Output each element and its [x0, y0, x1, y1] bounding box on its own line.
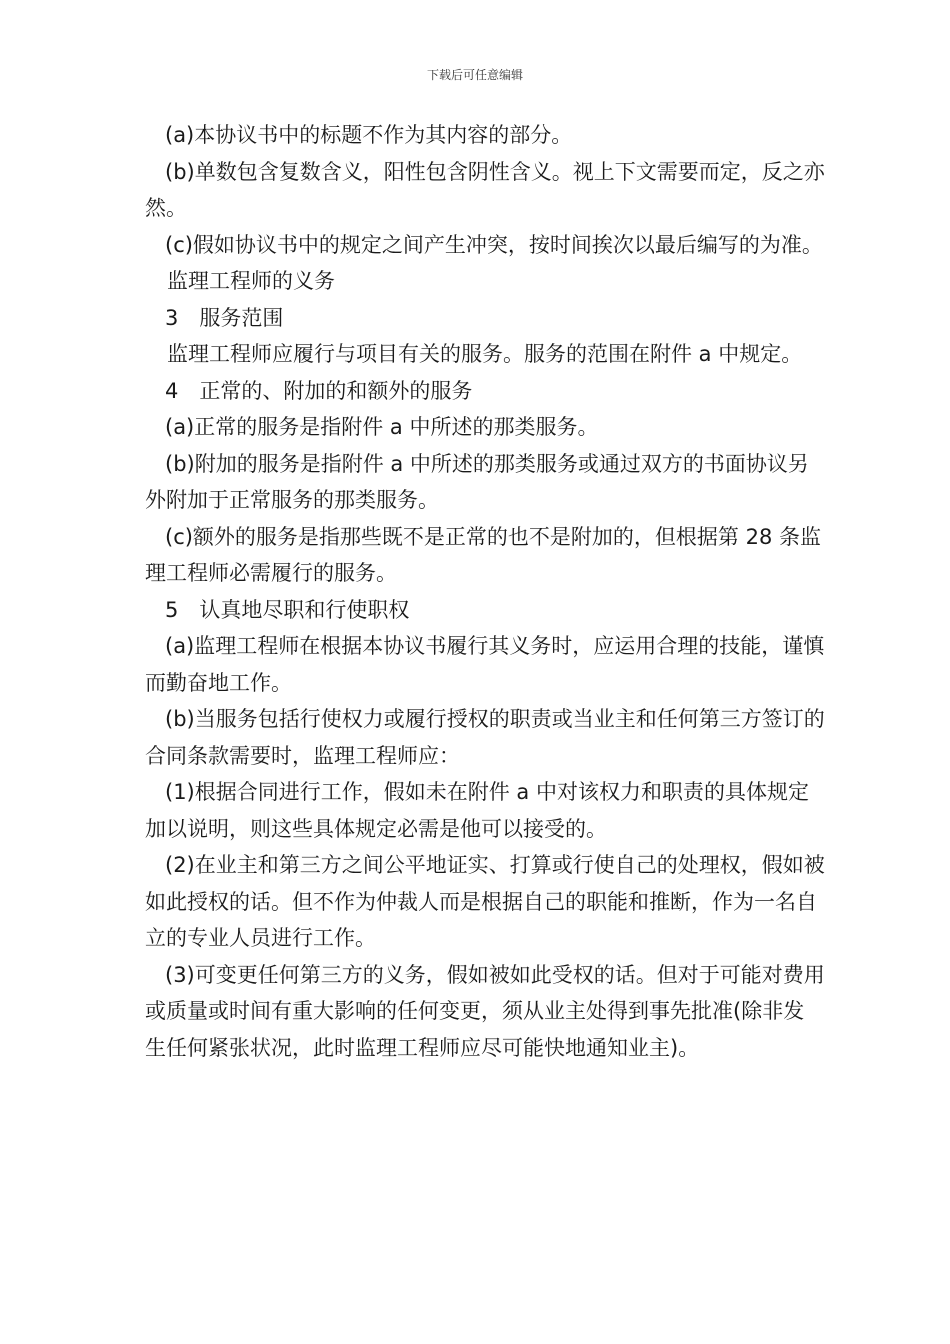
section-3-body: 监理工程师应履行与项目有关的服务。服务的范围在附件 a 中规定。 — [167, 342, 803, 366]
section-5-clause-b: (b)当服务包括行使权力或履行授权的职责或当业主和任何第三方签订的合同条款需要时，监理工程师应： — [145, 707, 825, 768]
document-body — [145, 117, 825, 1066]
section-heading-engineer-duties: 监理工程师的义务 — [167, 269, 335, 293]
section-5-heading: 5 认真地尽职和行使职权 — [165, 597, 410, 622]
section-4-clause-b: (b)附加的服务是指附件 a 中所述的那类服务或通过双方的书面协议另外附加于正常服务的那类服务。 — [145, 451, 809, 512]
section-4-clause-a: (a)正常的服务是指附件 a 中所述的那类服务。 — [165, 415, 599, 439]
section-3-heading: 3 服务范围 — [165, 305, 284, 330]
page-header: 下载后可任意编辑 — [426, 68, 523, 82]
clause-b-singular-plural: (b)单数包含复数含义，阳性包含阴性含义。视上下文需要而定，反之亦然。 — [145, 159, 825, 220]
section-4-heading: 4 正常的、附加的和额外的服务 — [165, 378, 473, 403]
clause-c-conflict: (c)假如协议书中的规定之间产生冲突，按时间挨次以最后编写的为准。 — [165, 232, 823, 257]
section-5-item-2: (2)在业主和第三方之间公平地证实、打算或行使自己的处理权，假如被如此授权的话。但不作为仲裁人而是根据自己的职能和推断，作为一名自立的专业人员进行工作。 — [145, 853, 825, 950]
section-5-item-3: (3)可变更任何第三方的义务，假如被如此受权的话。但对于可能对费用或质量或时间有重大影响的任何变更，须从业主处得到事先批准(除非发生任何紧张状况，此时监理工程师应尽可能快地通知业主)。 — [145, 962, 825, 1060]
section-5-clause-a: (a)监理工程师在根据本协议书履行其义务时，应运用合理的技能，谨慎而勤奋地工作。 — [145, 634, 825, 695]
section-4-clause-c: (c)额外的服务是指那些既不是正常的也不是附加的，但根据第 28 条监理工程师必需履行的服务。 — [145, 524, 822, 585]
clause-a-headings: (a)本协议书中的标题不作为其内容的部分。 — [165, 123, 573, 147]
section-5-item-1: (1)根据合同进行工作，假如未在附件 a 中对该权力和职责的具体规定加以说明，则这些具体规定必需是他可以接受的。 — [145, 780, 809, 841]
